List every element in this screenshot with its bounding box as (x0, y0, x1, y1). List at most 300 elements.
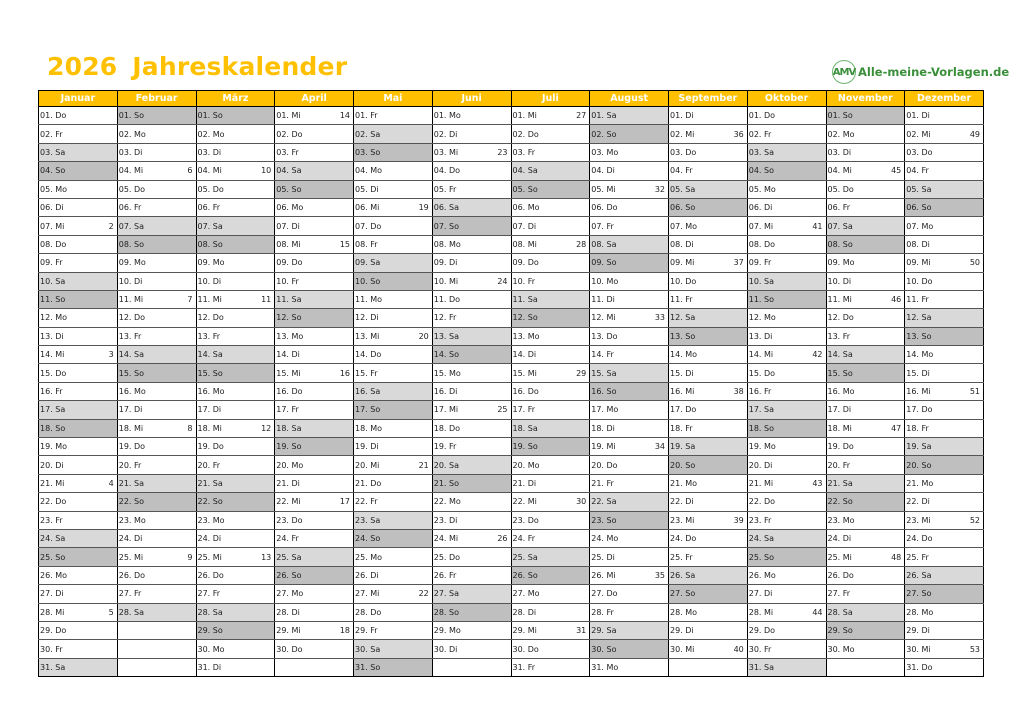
day-label: 29. So (827, 626, 853, 636)
day-label: 25. So (40, 552, 66, 562)
day-cell (826, 511, 905, 529)
month-header: Juni (432, 91, 511, 107)
day-label: 29. Do (40, 626, 67, 636)
day-cell (432, 585, 511, 603)
day-cell (432, 621, 511, 639)
day-label: 19. Mi (591, 442, 616, 452)
day-cell (354, 125, 433, 143)
day-cell (590, 125, 669, 143)
day-row (39, 272, 984, 290)
month-header: April (275, 91, 354, 107)
day-label: 20. Mo (276, 460, 304, 470)
day-cell (669, 143, 748, 161)
day-cell (905, 566, 984, 584)
day-cell (747, 401, 826, 419)
day-cell (432, 401, 511, 419)
day-cell (354, 474, 433, 492)
day-label: 07. Sa (118, 221, 144, 231)
day-cell (590, 254, 669, 272)
day-cell (590, 217, 669, 235)
day-cell (354, 566, 433, 584)
day-label: 28. Mo (670, 607, 698, 617)
day-cell (590, 640, 669, 658)
day-cell (275, 658, 354, 676)
day-cell (432, 254, 511, 272)
day-label: 25. Fr (906, 552, 929, 562)
week-number: 43 (812, 479, 823, 488)
day-cell (196, 640, 275, 658)
day-cell (590, 493, 669, 511)
week-number: 14 (339, 111, 350, 121)
day-cell (590, 143, 669, 161)
day-label: 16. Mi (906, 387, 931, 397)
day-label: 21. Mi (40, 479, 65, 488)
day-label: 25. Sa (512, 552, 538, 562)
day-cell (196, 180, 275, 198)
day-cell (39, 327, 118, 345)
day-cell (354, 309, 433, 327)
day-label: 10. Di (118, 276, 143, 286)
day-cell (354, 529, 433, 547)
day-label: 14. Di (276, 350, 300, 360)
day-label: 19. Do (118, 442, 146, 452)
week-number: 21 (418, 460, 429, 470)
day-cell (196, 511, 275, 529)
week-number: 17 (339, 497, 350, 507)
day-cell (590, 566, 669, 584)
day-label: 18. So (40, 423, 66, 433)
month-header: September (669, 91, 748, 107)
day-label: 21. Sa (197, 479, 223, 488)
day-row (39, 529, 984, 547)
day-label: 12. Mi (591, 313, 616, 323)
day-label: 05. Do (827, 184, 854, 194)
day-cell (669, 640, 748, 658)
day-label: 08. Mi (276, 239, 301, 249)
day-cell (747, 290, 826, 308)
day-label: 06. Fr (118, 203, 142, 213)
day-cell (747, 254, 826, 272)
day-cell (747, 640, 826, 658)
day-cell (905, 621, 984, 639)
day-cell (39, 658, 118, 676)
day-cell (826, 290, 905, 308)
day-label: 17. Mi (433, 405, 459, 415)
day-label: 04. Do (433, 166, 461, 176)
day-row (39, 107, 984, 125)
day-label: 02. Mo (118, 129, 146, 139)
day-cell (117, 143, 196, 161)
day-label: 17. So (355, 405, 381, 415)
day-label: 23. Mo (827, 515, 855, 525)
day-label: 18. Di (591, 423, 615, 433)
day-cell (432, 327, 511, 345)
day-cell (275, 235, 354, 253)
month-header: Dezember (905, 91, 984, 107)
day-cell (354, 603, 433, 621)
day-label: 09. Fr (748, 258, 772, 268)
day-cell (196, 585, 275, 603)
day-label: 07. Mo (906, 221, 934, 231)
day-cell (669, 162, 748, 180)
day-cell (511, 346, 590, 364)
day-cell (511, 180, 590, 198)
day-label: 16. Di (433, 387, 458, 397)
day-cell (39, 180, 118, 198)
day-label: 28. Mi (748, 607, 774, 617)
day-label: 25. Mi (197, 552, 222, 562)
day-cell (669, 125, 748, 143)
day-cell (590, 272, 669, 290)
day-cell (747, 309, 826, 327)
day-cell (354, 162, 433, 180)
day-label: 31. Fr (512, 662, 536, 672)
day-cell (826, 566, 905, 584)
day-label: 04. Di (591, 166, 615, 176)
day-label: 12. Mo (748, 313, 776, 323)
day-cell (905, 382, 984, 400)
day-label: 30. Mo (827, 644, 855, 654)
week-number: 47 (891, 423, 902, 433)
week-number: 20 (418, 331, 429, 341)
day-label: 23. Sa (355, 515, 381, 525)
day-cell (669, 272, 748, 290)
day-label: 10. Sa (748, 276, 774, 286)
day-cell (747, 198, 826, 216)
day-label: 11. Sa (512, 295, 538, 305)
day-label: 18. Mi (197, 423, 222, 433)
day-label: 27. Sa (433, 589, 459, 599)
day-cell (117, 585, 196, 603)
day-label: 30. Mi (906, 644, 931, 654)
day-label: 02. Mo (827, 129, 855, 139)
day-cell (511, 511, 590, 529)
day-label: 27. Di (40, 589, 64, 599)
week-number: 10 (261, 166, 272, 176)
day-cell (432, 456, 511, 474)
day-cell (275, 217, 354, 235)
day-cell (826, 529, 905, 547)
day-label: 07. Di (512, 221, 537, 231)
day-label: 29. Mi (276, 626, 301, 636)
day-cell (354, 621, 433, 639)
week-number: 33 (654, 313, 665, 323)
day-cell (275, 198, 354, 216)
day-cell (905, 401, 984, 419)
day-cell (905, 658, 984, 676)
day-cell (354, 640, 433, 658)
day-cell (826, 603, 905, 621)
day-label: 17. Do (906, 405, 933, 415)
day-label: 11. Fr (906, 295, 929, 305)
day-cell (432, 474, 511, 492)
day-label: 28. Do (355, 607, 382, 617)
day-label: 30. So (591, 644, 617, 654)
day-row (39, 143, 984, 161)
day-label: 17. Do (670, 405, 697, 415)
day-label: 18. Fr (670, 423, 693, 433)
day-cell (511, 107, 590, 125)
day-cell (196, 456, 275, 474)
day-cell (905, 125, 984, 143)
day-cell (196, 309, 275, 327)
day-label: 22. Mi (276, 497, 301, 507)
day-label: 08. Mo (433, 239, 461, 249)
day-cell (669, 401, 748, 419)
day-cell (669, 235, 748, 253)
day-cell (117, 309, 196, 327)
day-cell (354, 107, 433, 125)
day-label: 12. So (512, 313, 538, 323)
day-label: 28. Sa (118, 607, 144, 617)
week-number: 37 (733, 258, 744, 268)
day-label: 12. Mo (40, 313, 68, 323)
day-cell (196, 364, 275, 382)
day-label: 15. Fr (355, 368, 378, 378)
week-number: 45 (891, 166, 902, 176)
day-label: 01. Mi (512, 111, 537, 121)
day-label: 27. Mo (276, 589, 304, 599)
day-label: 30. Fr (40, 644, 63, 654)
day-cell (511, 309, 590, 327)
day-cell (196, 272, 275, 290)
day-label: 16. Mo (197, 387, 225, 397)
week-number: 13 (261, 552, 272, 562)
day-label: 24. Fr (276, 534, 299, 544)
day-label: 16. Fr (40, 387, 63, 397)
day-cell (117, 438, 196, 456)
day-cell (590, 327, 669, 345)
day-cell (432, 438, 511, 456)
day-label: 02. Di (433, 129, 458, 139)
day-label: 24. Do (670, 534, 697, 544)
day-row (39, 125, 984, 143)
day-label: 06. Mo (512, 203, 540, 213)
day-cell (511, 198, 590, 216)
day-cell (196, 382, 275, 400)
day-cell (826, 162, 905, 180)
day-cell (747, 548, 826, 566)
week-number: 24 (497, 276, 508, 286)
day-cell (905, 585, 984, 603)
day-cell (905, 364, 984, 382)
day-label: 06. Di (748, 203, 773, 213)
day-cell (511, 456, 590, 474)
day-cell (354, 272, 433, 290)
day-label: 21. Do (355, 479, 382, 488)
day-cell (196, 254, 275, 272)
day-label: 03. Fr (276, 147, 299, 157)
day-label: 17. Di (197, 405, 222, 415)
day-label: 24. Di (827, 534, 852, 544)
day-cell (905, 474, 984, 492)
day-label: 30. Mo (197, 644, 225, 654)
day-cell (905, 640, 984, 658)
day-cell (39, 401, 118, 419)
day-cell (432, 143, 511, 161)
week-number: 18 (339, 626, 350, 636)
day-cell (196, 548, 275, 566)
day-cell (747, 235, 826, 253)
day-label: 04. Mi (827, 166, 852, 176)
day-cell (669, 309, 748, 327)
day-label: 19. Do (197, 442, 224, 452)
day-label: 05. So (512, 184, 538, 194)
day-label: 10. Fr (276, 276, 299, 286)
day-cell (590, 419, 669, 437)
day-cell (432, 566, 511, 584)
day-label: 04. So (40, 166, 66, 176)
day-label: 01. Fr (355, 111, 378, 121)
brand-logo (832, 60, 1009, 84)
day-cell (511, 401, 590, 419)
day-cell (511, 235, 590, 253)
day-cell (747, 125, 826, 143)
day-cell (669, 438, 748, 456)
day-cell (275, 603, 354, 621)
day-cell (117, 419, 196, 437)
day-label: 09. Do (512, 258, 539, 268)
day-cell (196, 125, 275, 143)
day-cell (747, 621, 826, 639)
week-number: 5 (108, 607, 114, 617)
week-number: 16 (339, 368, 350, 378)
day-cell (669, 382, 748, 400)
day-cell (669, 585, 748, 603)
day-cell (117, 327, 196, 345)
day-row (39, 198, 984, 216)
day-row (39, 290, 984, 308)
day-row (39, 640, 984, 658)
day-cell (826, 401, 905, 419)
day-label: 22. Do (748, 497, 776, 507)
day-cell (905, 107, 984, 125)
day-cell (905, 438, 984, 456)
day-cell (590, 401, 669, 419)
day-label: 30. Di (433, 644, 458, 654)
day-label: 09. Mo (827, 258, 855, 268)
day-row (39, 493, 984, 511)
day-cell (511, 327, 590, 345)
day-label: 27. Fr (197, 589, 221, 599)
day-label: 16. So (591, 387, 617, 397)
day-cell (354, 217, 433, 235)
day-cell (747, 382, 826, 400)
day-cell (196, 566, 275, 584)
day-cell (669, 548, 748, 566)
day-cell (747, 603, 826, 621)
week-number: 51 (969, 387, 980, 397)
day-cell (747, 585, 826, 603)
day-label: 05. Do (197, 184, 224, 194)
week-number: 53 (969, 644, 980, 654)
day-cell (432, 419, 511, 437)
day-cell (905, 198, 984, 216)
week-number: 41 (812, 221, 823, 231)
day-label: 20. So (670, 460, 696, 470)
day-label: 17. Fr (276, 405, 299, 415)
day-label: 15. So (118, 368, 144, 378)
day-cell (196, 401, 275, 419)
day-row (39, 658, 984, 676)
day-cell (196, 346, 275, 364)
day-label: 21. So (433, 479, 459, 488)
day-label: 29. Do (748, 626, 776, 636)
day-label: 23. So (591, 515, 617, 525)
day-label: 26. Mo (748, 570, 776, 580)
day-label: 30. Sa (355, 644, 381, 654)
day-label: 25. So (748, 552, 774, 562)
day-label: 18. Sa (276, 423, 302, 433)
day-cell (354, 364, 433, 382)
day-cell (196, 493, 275, 511)
day-label: 25. Mi (118, 552, 144, 562)
day-label: 11. Mi (118, 295, 144, 305)
day-label: 23. Di (433, 515, 458, 525)
day-cell (826, 640, 905, 658)
day-cell (354, 401, 433, 419)
day-label: 07. Mi (40, 221, 65, 231)
day-cell (747, 419, 826, 437)
day-row (39, 382, 984, 400)
day-label: 24. Sa (748, 534, 774, 544)
day-label: 07. Mo (670, 221, 698, 231)
day-label: 04. Sa (512, 166, 538, 176)
day-cell (826, 585, 905, 603)
day-cell (747, 511, 826, 529)
day-label: 21. Sa (827, 479, 853, 488)
day-cell (747, 107, 826, 125)
day-cell (905, 493, 984, 511)
day-cell (354, 548, 433, 566)
day-label: 20. Di (40, 460, 64, 470)
day-label: 14. So (433, 350, 459, 360)
week-number: 31 (576, 626, 587, 636)
day-cell (511, 382, 590, 400)
month-header: Februar (117, 91, 196, 107)
day-cell (275, 566, 354, 584)
day-cell (511, 585, 590, 603)
day-label: 04. Mo (355, 166, 383, 176)
day-label: 04. Fr (670, 166, 693, 176)
day-label: 21. Mo (670, 479, 698, 488)
day-label: 26. Do (827, 570, 854, 580)
day-label: 21. Di (276, 479, 300, 488)
day-cell (432, 162, 511, 180)
day-cell (826, 621, 905, 639)
day-label: 23. Mi (670, 515, 695, 525)
day-label: 12. Do (197, 313, 224, 323)
day-cell (905, 272, 984, 290)
day-label: 09. Sa (355, 258, 381, 268)
day-label: 10. Do (670, 276, 697, 286)
day-label: 14. Mo (670, 350, 698, 360)
day-label: 31. Di (197, 662, 222, 672)
day-cell (511, 290, 590, 308)
week-number: 35 (654, 570, 665, 580)
day-cell (196, 107, 275, 125)
day-label: 23. Mi (906, 515, 931, 525)
day-cell (39, 640, 118, 658)
day-cell (432, 493, 511, 511)
day-cell (826, 419, 905, 437)
day-cell (196, 290, 275, 308)
day-label: 30. Do (276, 644, 303, 654)
day-cell (275, 143, 354, 161)
day-cell (432, 125, 511, 143)
day-row (39, 419, 984, 437)
day-cell (39, 529, 118, 547)
